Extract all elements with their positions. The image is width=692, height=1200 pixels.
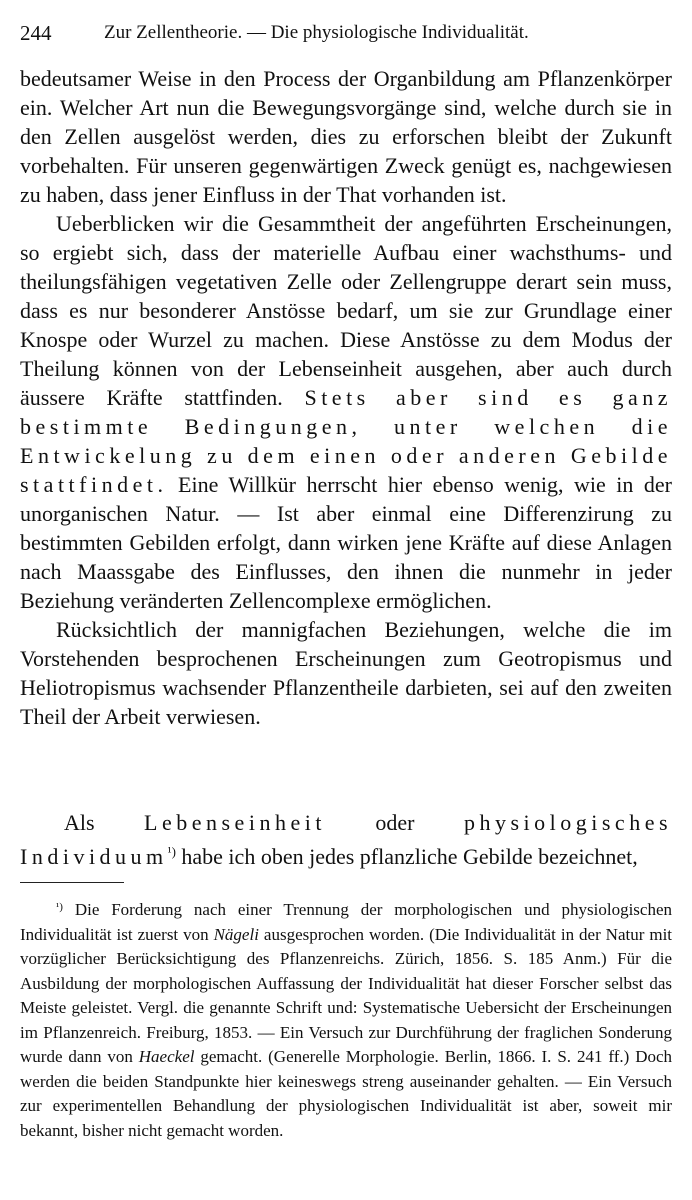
author-name-naegeli: Nägeli xyxy=(213,924,259,944)
footnote-marker: ¹) xyxy=(56,901,63,913)
footnote-text-2: ausgesprochen worden. (Die Individualität in der Natur mit vorzüglicher Berücksichtigung des Pflanzenreichs. Zürich, 1856. S. 185 Anm.) Für die Ausbildung der morphologischen Auffassung der Individualität hat dieser Forscher selbst das Meiste geleistet. Vergl. die genannte Schrift und: Systematische Uebersicht der Erscheinungen im Pflanzenreich. Freiburg, 1853. — Ein Versuch zur Durchführung der fraglichen Sonderung wurde dann von xyxy=(20,924,673,1066)
footnote-1 xyxy=(20,895,672,1143)
paragraph-4 xyxy=(20,808,672,871)
main-text xyxy=(20,64,672,731)
paragraph-2-emphasis: Stets aber sind es ganz bestimmte Bedingungen, unter welchen die Entwickelung zu dem einen oder anderen Gebilde stattfindet. xyxy=(20,385,672,497)
paragraph-4-rest: habe ich oben jedes pflanzliche Gebilde bezeichnet, xyxy=(181,844,638,869)
paragraph-4-prefix: Als xyxy=(64,810,95,835)
paragraph-4-mid: oder xyxy=(375,810,415,835)
footnote-reference: ¹) xyxy=(167,844,176,859)
footnote-block xyxy=(20,895,672,1143)
page-number: 244 xyxy=(20,21,52,45)
running-head: Zur Zellentheorie. — Die physiologische Individualität. xyxy=(104,22,529,43)
footnote-divider xyxy=(20,882,124,883)
page-header xyxy=(20,18,672,48)
term-physiologisches-individuum: physiologisches Individuum xyxy=(20,810,673,869)
paragraph-2 xyxy=(20,209,672,615)
paragraph-2-text-b: Eine Willkür herrscht hier ebenso wenig, wie in der unorganischen Natur. — Ist aber einmal eine Differenzirung zu bestimmten Gebilden erfolgt, dann wirken jene Kräfte auf diese Anlagen nach Maassgabe des Einflusses, den ihnen die nunmehr in jeder Beziehung veränderten Zellencomplexe ermöglichen. xyxy=(20,472,673,613)
main-text-continued xyxy=(20,808,672,871)
paragraph-3: Rücksichtlich der mannigfachen Beziehungen, welche die im Vorstehenden besprochenen Erscheinungen zum Geotropismus und Heliotropismus wachsender Pflanzentheile darbieten, sei auf den zweiten Theil der Arbeit verwiesen. xyxy=(20,617,672,729)
paragraph-1: bedeutsamer Weise in den Process der Organbildung am Pflanzenkörper ein. Welcher Art nun die Bewegungsvorgänge sind, welche durch sie in den Zellen ausgelöst werden, dies zu erforschen bleibt der Zukunft vorbehalten. Für unseren gegenwärtigen Zweck genügt es, nachgewiesen zu haben, dass jener Einfluss in der That vorhanden ist. xyxy=(20,66,672,207)
term-lebenseinheit: Lebenseinheit xyxy=(144,810,326,835)
paragraph-2-text-a: Ueberblicken wir die Gesammtheit der angeführten Erscheinungen, so ergiebt sich, dass der materielle Aufbau einer wachsthums- und theilungsfähigen vegetativen Zelle oder Zellengruppe derart sein muss, dass es nur besonderer Anstösse bedarf, um sie zur Grundlage einer Knospe oder Wurzel zu machen. Diese Anstösse zu dem Modus der Theilung können von der Lebenseinheit ausgehen, aber auch durch äussere Kräfte stattfinden. xyxy=(20,211,672,410)
author-name-haeckel: Haeckel xyxy=(138,1047,195,1066)
footnote-text-3: gemacht. (Generelle Morphologie. Berlin, 1866. I. S. 241 ff.) Doch werden die beiden Standpunkte hier keineswegs streng auseinander gehalten. — Ein Versuch zur experimentellen Behandlung der physiologischen Individualität ist aber, soweit mir bekannt, bisher nicht gemacht worden. xyxy=(20,1047,673,1140)
footnote-text-1: Die Forderung nach einer Trennung der morphologischen und physiologischen Individualität ist zuerst von xyxy=(20,900,673,944)
